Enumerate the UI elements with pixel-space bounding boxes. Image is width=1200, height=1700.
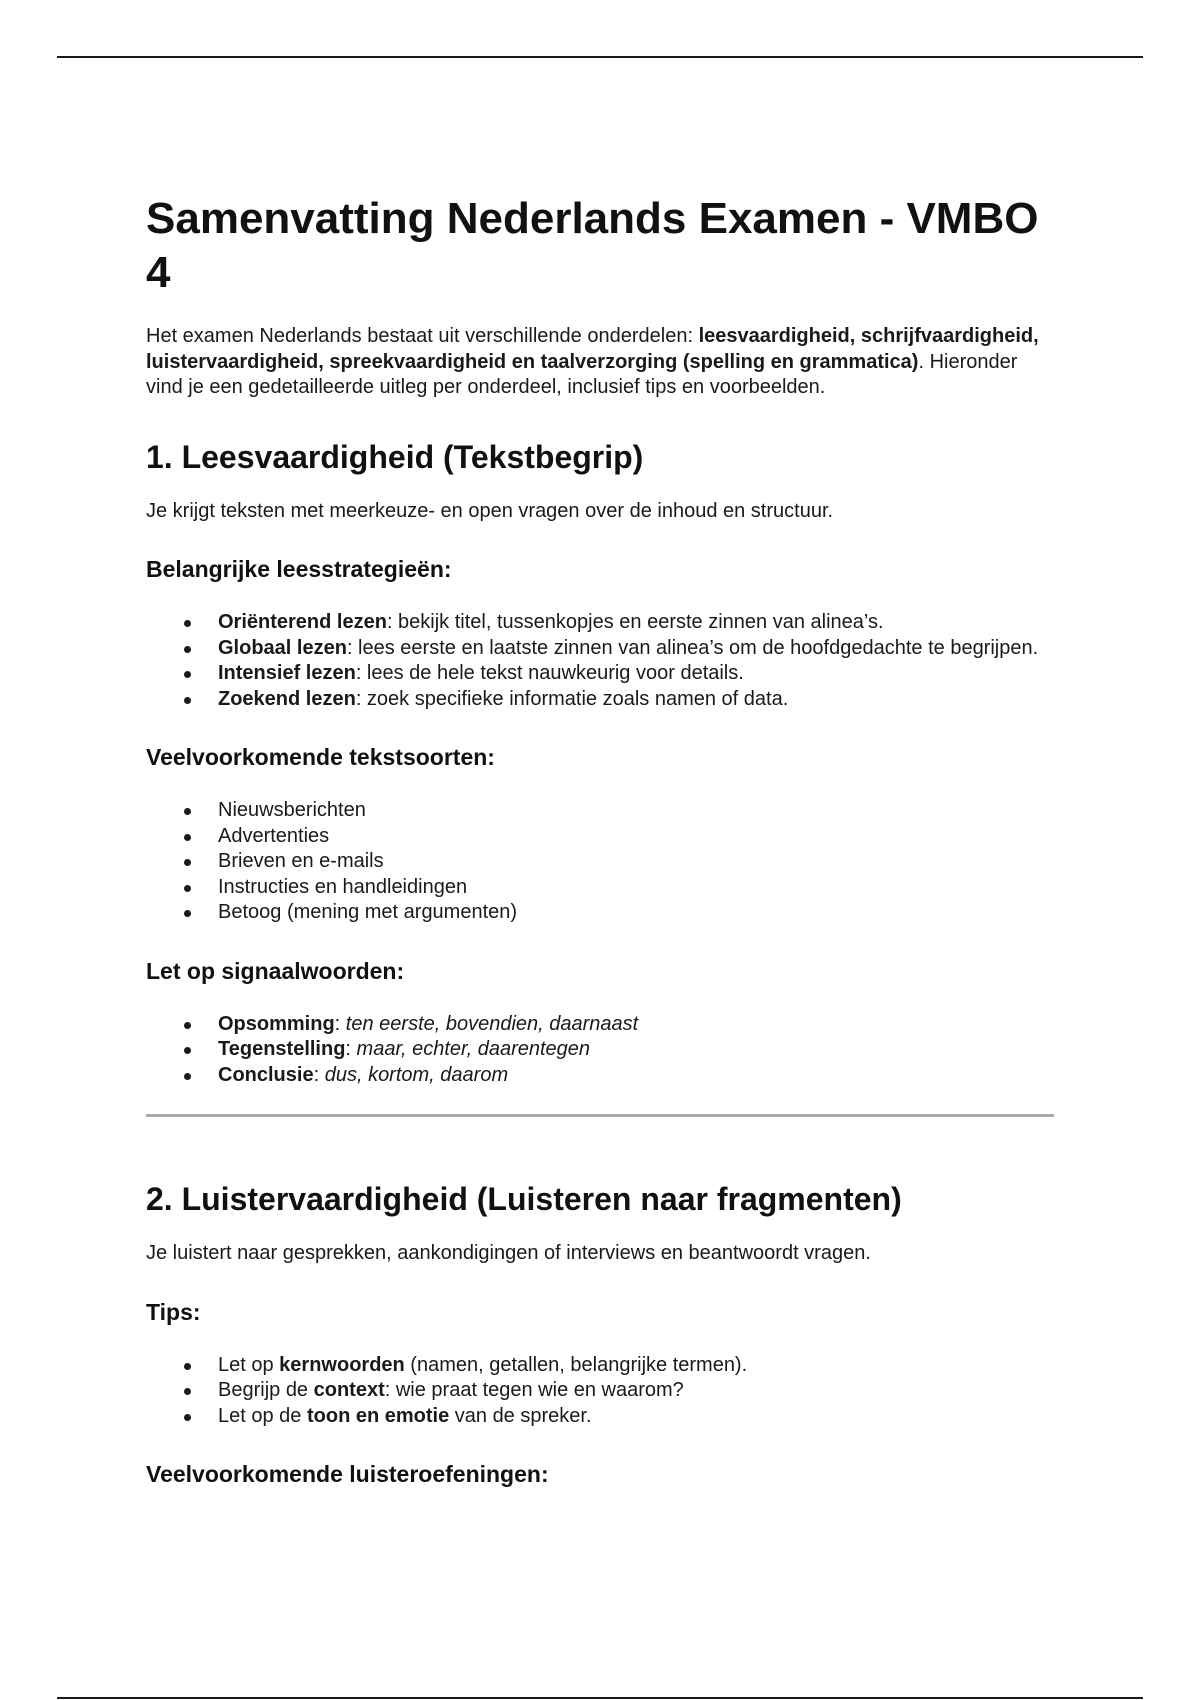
item-desc: : zoek specifieke informatie zoals namen of data. (355, 687, 789, 710)
list-item: Advertenties (218, 824, 1056, 850)
list-item (218, 687, 1056, 713)
subheading-luisteroefeningen: Veelvoorkomende luisteroefeningen: (146, 1461, 549, 1487)
item-term: Conclusie (218, 1063, 314, 1086)
subheading-leesstrategieen: Belangrijke leesstrategieën: (146, 556, 452, 582)
item-text-end: : wie praat tegen wie en waarom? (384, 1379, 684, 1401)
section-divider (146, 1114, 1054, 1117)
item-term: Globaal lezen (218, 636, 347, 659)
list-item: Betoog (mening met argumenten) (218, 900, 1056, 926)
list-item (218, 1353, 1056, 1379)
item-examples: ten eerste, bovendien, daarnaast (345, 1012, 639, 1035)
intro-text-start: Het examen Nederlands bestaat uit verschillende onderdelen: (146, 325, 699, 347)
list-leesstrategieen (146, 610, 1056, 712)
intro-text-bold: leesvaardigheid, schrijfvaardigheid, luistervaardigheid, spreekvaardigheid en taalverzorging (spelling en grammatica) (146, 325, 1039, 373)
item-examples: dus, kortom, daarom (324, 1063, 509, 1086)
section-heading-luistervaardigheid: 2. Luistervaardigheid (Luisteren naar fragmenten) (146, 1181, 902, 1217)
item-sep: : (334, 1012, 346, 1035)
list-item (218, 661, 1056, 687)
item-sep: : (345, 1038, 357, 1060)
item-text-end: (namen, getallen, belangrijke termen). (404, 1353, 748, 1376)
item-sep: : (313, 1063, 325, 1086)
section-text-leesvaardigheid: Je krijgt teksten met meerkeuze- en open vragen over de inhoud en structuur. (146, 499, 834, 522)
item-desc: : bekijk titel, tussenkopjes en eerste zinnen van alinea’s. (386, 611, 884, 633)
intro-paragraph (146, 324, 1056, 401)
item-term: Oriënterend lezen (218, 611, 387, 633)
item-examples: maar, echter, daarentegen (356, 1038, 591, 1060)
item-desc: : lees eerste en laatste zinnen van alinea’s om de hoofdgedachte te begrijpen. (346, 636, 1039, 659)
item-term: Zoekend lezen (218, 687, 356, 710)
item-text-start: Begrijp de (218, 1379, 314, 1401)
section-heading-leesvaardigheid: 1. Leesvaardigheid (Tekstbegrip) (146, 438, 644, 475)
item-text-bold: context (313, 1379, 385, 1401)
item-text-bold: kernwoorden (279, 1353, 405, 1376)
page-footer-rule (57, 1697, 1143, 1699)
list-item (218, 1012, 1056, 1038)
list-item: Brieven en e-mails (218, 849, 1056, 875)
list-item: Instructies en handleidingen (218, 875, 1056, 901)
list-item (218, 1378, 1056, 1404)
subheading-tekstsoorten: Veelvoorkomende tekstsoorten: (146, 744, 495, 770)
list-item (218, 636, 1056, 662)
item-text-start: Let op de (218, 1404, 307, 1427)
item-text-bold: toon en emotie (306, 1404, 450, 1427)
page-header-rule (57, 56, 1143, 58)
intro-text-end: . Hieronder vind je een gedetailleerde uitleg per onderdeel, inclusief tips en voorbeelden. (146, 350, 1018, 398)
document-body (146, 192, 1056, 1489)
list-tekstsoorten (146, 798, 1056, 926)
list-item (218, 1404, 1056, 1430)
item-text-start: Let op (218, 1353, 280, 1376)
section-text-luistervaardigheid: Je luistert naar gesprekken, aankondigingen of interviews en beantwoordt vragen. (146, 1242, 871, 1264)
item-term: Intensief lezen (218, 662, 356, 684)
list-item: Nieuwsberichten (218, 798, 1056, 824)
list-item (218, 1063, 1056, 1089)
list-item (218, 610, 1056, 636)
list-signaalwoorden (146, 1012, 1056, 1089)
document-title: Samenvatting Nederlands Examen - VMBO 4 (146, 194, 1039, 297)
item-term: Tegenstelling (218, 1038, 346, 1060)
subheading-signaalwoorden: Let op signaalwoorden: (146, 957, 405, 984)
subheading-tips: Tips: (146, 1298, 201, 1325)
list-item (218, 1037, 1056, 1063)
item-text-end: van de spreker. (449, 1404, 592, 1427)
item-term: Opsomming (218, 1012, 335, 1035)
item-desc: : lees de hele tekst nauwkeurig voor details. (355, 662, 744, 684)
list-tips (146, 1353, 1056, 1430)
